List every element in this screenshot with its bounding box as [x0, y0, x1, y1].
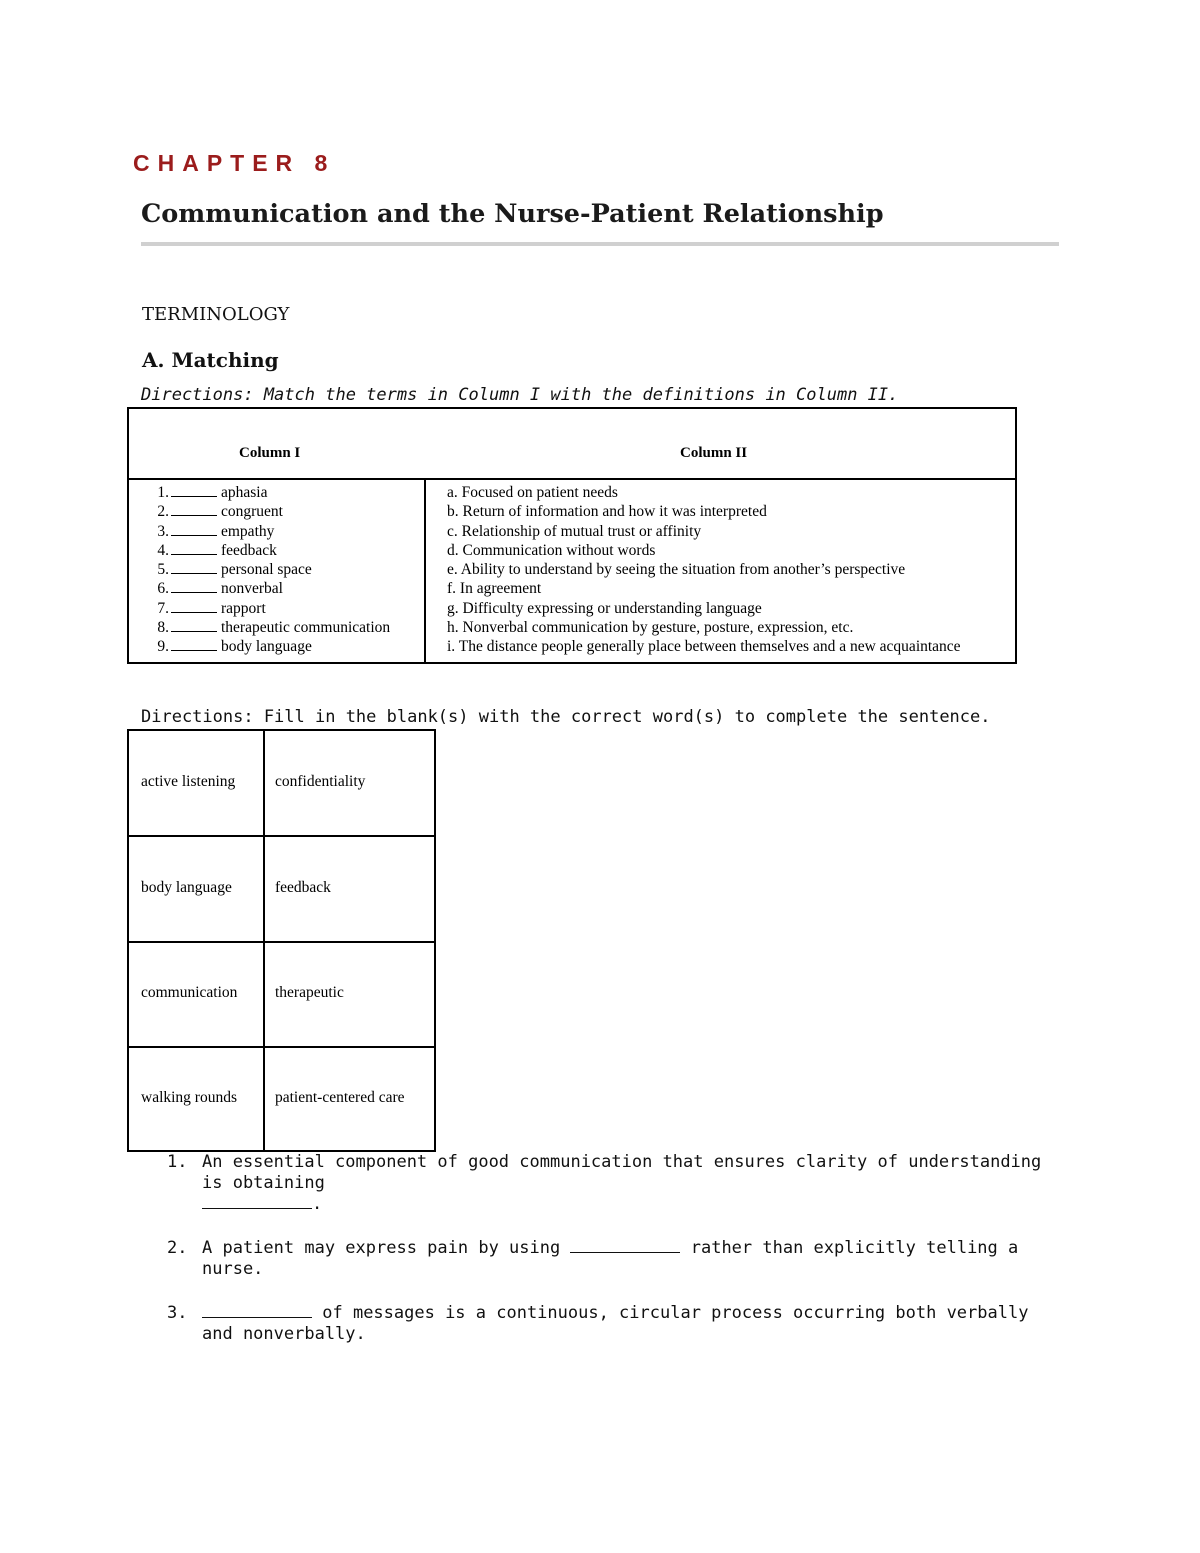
- title-underline: [141, 242, 1059, 246]
- word-bank-row-divider: [129, 835, 434, 837]
- question-item: 1. An essential component of good communication that ensures clarity of understanding is obtaining .: [167, 1152, 1042, 1214]
- answer-blank[interactable]: [171, 484, 217, 497]
- fill-in-questions: [160, 1152, 1060, 1345]
- column-2-header: Column II: [680, 445, 748, 461]
- term-item: 5. personal space: [157, 561, 312, 579]
- answer-blank[interactable]: [171, 523, 217, 536]
- answer-blank[interactable]: [171, 503, 217, 516]
- term-item: 8. therapeutic communication: [157, 619, 391, 637]
- word-bank-cell: patient-centered care: [275, 1089, 405, 1106]
- definition-item: h. Nonverbal communication by gesture, posture, expression, etc.: [447, 619, 854, 637]
- answer-blank[interactable]: [202, 1194, 312, 1209]
- word-bank-cell: body language: [141, 879, 232, 896]
- answer-blank[interactable]: [202, 1303, 312, 1318]
- word-bank-cell: therapeutic: [275, 984, 344, 1001]
- question-item: 2. A patient may express pain by using rather than explicitly telling a nurse.: [167, 1238, 1019, 1279]
- definition-item: c. Relationship of mutual trust or affinity: [447, 522, 702, 540]
- definition-item: f. In agreement: [447, 580, 542, 598]
- chapter-label: CHAPTER 8: [133, 150, 336, 176]
- term-item: 1. aphasia: [157, 484, 268, 501]
- answer-blank[interactable]: [171, 638, 217, 651]
- definition-item: a. Focused on patient needs: [447, 484, 618, 501]
- matching-table-header: [129, 409, 1015, 480]
- page-title: Communication and the Nurse-Patient Relationship: [141, 199, 884, 229]
- term-item: 7. rapport: [157, 599, 266, 617]
- column-1-header: Column I: [239, 445, 301, 461]
- definition-item: e. Ability to understand by seeing the situation from another’s perspective: [447, 561, 906, 579]
- word-bank-row-divider: [129, 941, 434, 943]
- question-item: 3. of messages is a continuous, circular process occurring both verbally and nonverbally.: [167, 1303, 1029, 1344]
- word-bank-cell: feedback: [275, 879, 331, 896]
- matching-directions: Directions: Match the terms in Column I with the definitions in Column II.: [141, 385, 899, 405]
- word-bank-cell: active listening: [141, 773, 236, 790]
- definition-item: i. The distance people generally place between themselves and a new acquaintance: [447, 638, 961, 656]
- answer-blank[interactable]: [171, 561, 217, 574]
- answer-blank[interactable]: [171, 542, 217, 555]
- answer-blank[interactable]: [171, 580, 217, 593]
- fill-in-directions: Directions: Fill in the blank(s) with the correct word(s) to complete the sentence.: [141, 707, 991, 727]
- term-item: 3. empathy: [157, 522, 275, 540]
- matching-table: [127, 407, 1017, 664]
- definition-item: g. Difficulty expressing or understanding language: [447, 599, 762, 617]
- answer-blank[interactable]: [171, 600, 217, 613]
- term-item: 9. body language: [157, 638, 312, 656]
- word-bank-cell: walking rounds: [141, 1089, 238, 1106]
- definition-item: b. Return of information and how it was interpreted: [447, 503, 767, 521]
- word-bank-cell: confidentiality: [275, 773, 366, 790]
- definition-item: d. Communication without words: [447, 541, 656, 559]
- terms-list: [151, 483, 390, 657]
- term-item: 4. feedback: [157, 541, 277, 559]
- word-bank-cell: communication: [141, 984, 238, 1001]
- word-bank-row-divider: [129, 1046, 434, 1048]
- definitions-list: [447, 483, 961, 657]
- term-item: 6. nonverbal: [157, 580, 283, 598]
- term-item: 2. congruent: [157, 503, 283, 521]
- word-bank-table: [127, 729, 436, 1152]
- section-a-heading: A. Matching: [142, 348, 279, 372]
- answer-blank[interactable]: [171, 619, 217, 632]
- column-divider: [424, 478, 426, 664]
- answer-blank[interactable]: [570, 1238, 680, 1253]
- terminology-heading: TERMINOLOGY: [142, 304, 290, 325]
